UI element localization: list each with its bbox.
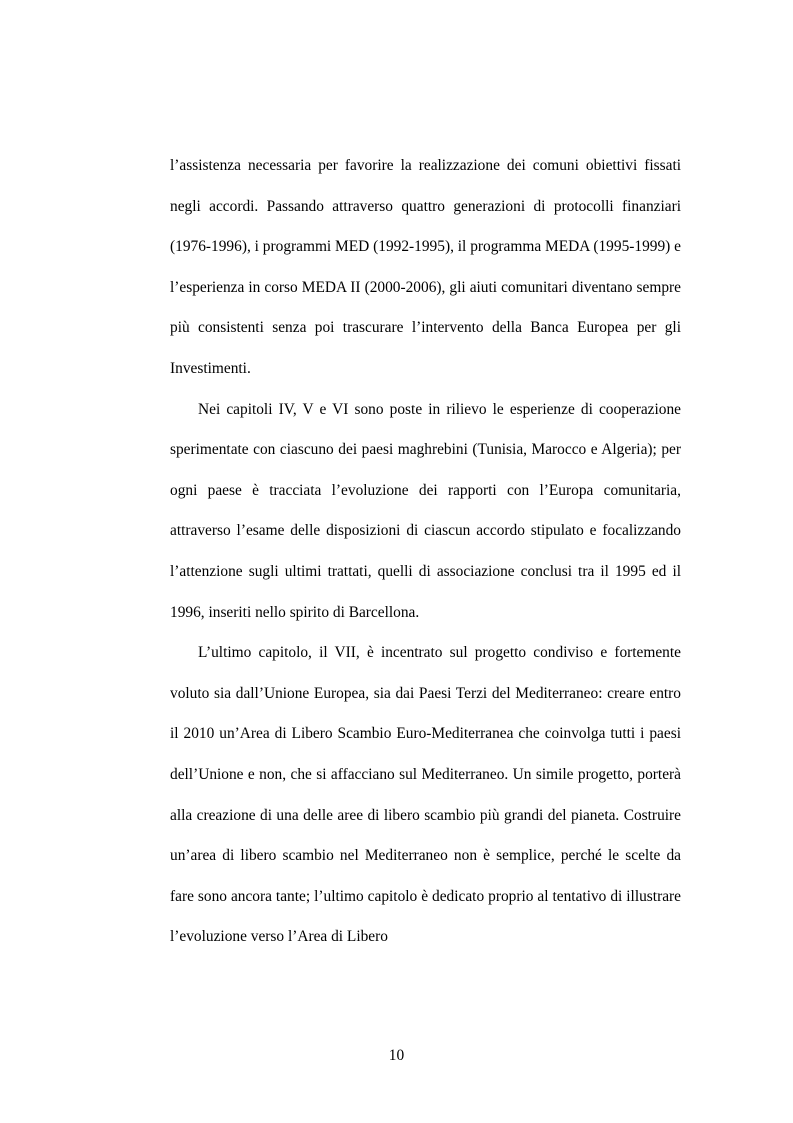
body-text [170,146,681,958]
paragraph-1: l’assistenza necessaria per favorire la realizzazione dei comuni obiettivi fissati negli accordi. Passando attraverso quattro generazioni di protocolli finanziari (1976-1996), i programmi MED (1992-1995), il programma MEDA (1995-1999) e l’esperienza in corso MEDA II (2000-2006), gli aiuti comunitari diventano sempre più consistenti senza poi trascurare l’intervento della Banca Europea per gli Investimenti. [170,157,681,377]
paragraph-2: Nei capitoli IV, V e VI sono poste in rilievo le esperienze di cooperazione sperimentate con ciascuno dei paesi maghrebini (Tunisia, Marocco e Algeria); per ogni paese è tracciata l’evoluzione dei rapporti con l’Europa comunitaria, attraverso l’esame delle disposizioni di ciascun accordo stipulato e focalizzando l’attenzione sugli ultimi trattati, quelli di associazione conclusi tra il 1995 ed il 1996, inseriti nello spirito di Barcellona. [170,400,681,621]
page-number: 10 [388,1047,405,1064]
paragraph-3: L’ultimo capitolo, il VII, è incentrato sul progetto condiviso e fortemente voluto sia dall’Unione Europea, sia dai Paesi Terzi del Mediterraneo: creare entro il 2010 un’Area di Libero Scambio Euro-Mediterranea che coinvolga tutti i paesi dell’Unione e non, che si affacciano sul Mediterraneo. Un simile progetto, porterà alla creazione di una delle aree di libero scambio più grandi del pianeta. Costruire un’area di libero scambio nel Mediterraneo non è semplice, perché le scelte da fare sono ancora tante; l’ultimo capitolo è dedicato proprio al tentativo di illustrare l’evoluzione verso l’Area di Libero [170,644,681,946]
